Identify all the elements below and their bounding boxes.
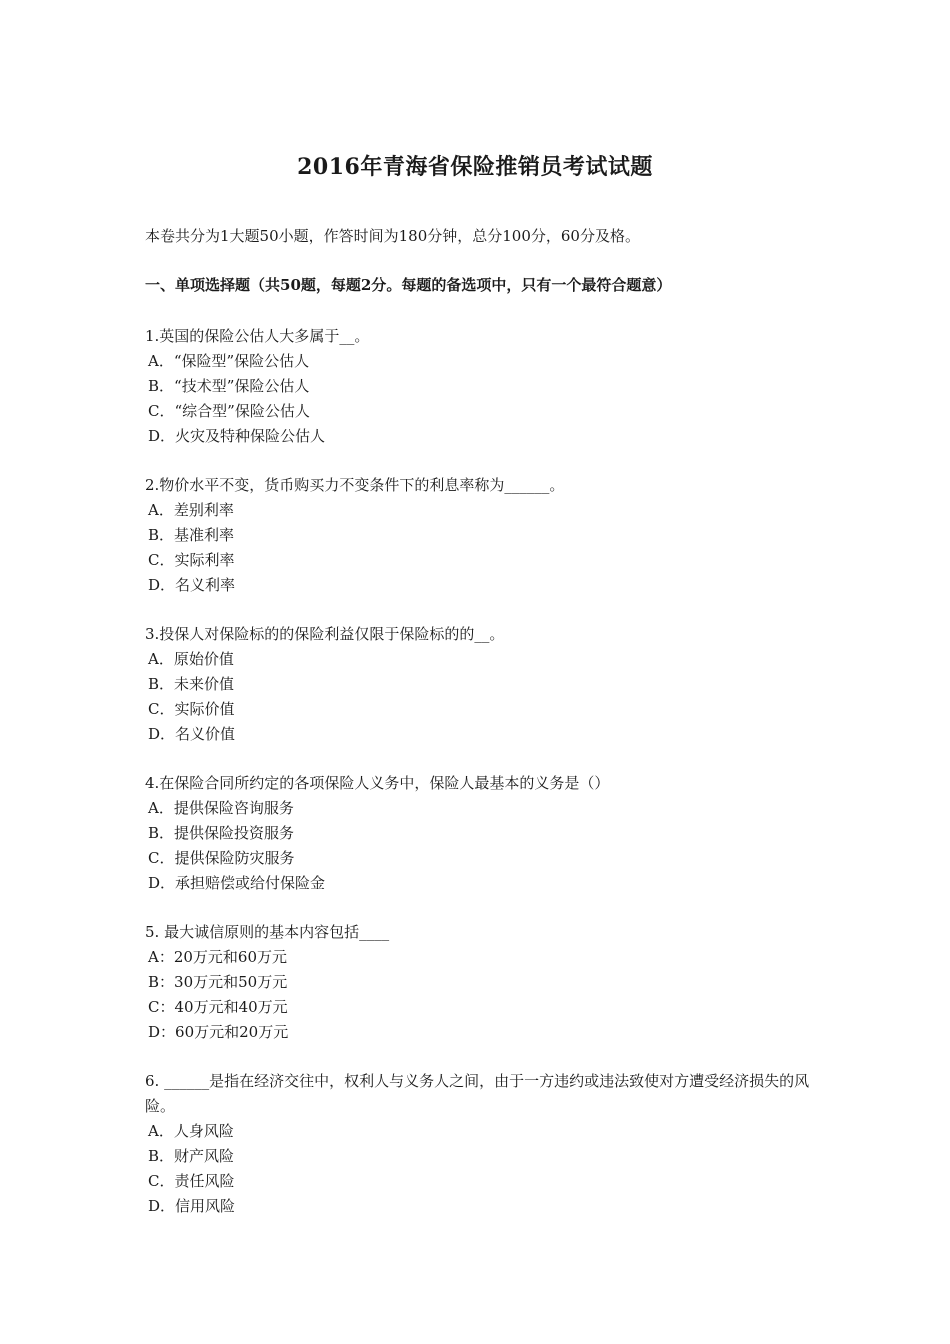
- option-a: A．提供保险咨询服务: [148, 799, 294, 817]
- question-6: [145, 1069, 810, 1219]
- option-a: A．原始价值: [148, 650, 234, 668]
- option-d: D：60万元和20万元: [148, 1023, 289, 1041]
- option-list: [145, 796, 810, 896]
- option-list: [145, 1119, 810, 1219]
- question-stem: 5. 最大诚信原则的基本内容包括____: [145, 923, 390, 941]
- question-1: [145, 324, 810, 449]
- question-stem: 6. ______是指在经济交往中，权利人与义务人之间，由于一方违约或违法致使对方遭受经济损失的风险。: [145, 1072, 810, 1115]
- option-a: A．“保险型”保险公估人: [148, 352, 310, 370]
- option-list: [145, 498, 810, 598]
- option-c: C．责任风险: [148, 1172, 235, 1190]
- option-list: [145, 647, 810, 747]
- option-b: B．提供保险投资服务: [148, 824, 295, 842]
- option-a: A．人身风险: [148, 1122, 234, 1140]
- option-d: D．名义价值: [148, 725, 236, 743]
- option-d: D．火灾及特种保险公估人: [148, 427, 326, 445]
- option-c: C．实际价值: [148, 700, 235, 718]
- question-stem: 2.物价水平不变，货币购买力不变条件下的利息率称为______。: [145, 476, 565, 494]
- question-stem: 3.投保人对保险标的的保险利益仅限于保险标的的__。: [145, 625, 505, 643]
- option-a: A：20万元和60万元: [148, 948, 288, 966]
- option-list: [145, 349, 810, 449]
- question-4: [145, 771, 810, 896]
- question-stem: 1.英国的保险公估人大多属于__。: [145, 327, 370, 345]
- document-title: 2016年青海省保险推销员考试试题: [297, 154, 653, 180]
- option-list: [145, 945, 810, 1045]
- option-b: B．“技术型”保险公估人: [148, 377, 310, 395]
- option-c: C：40万元和40万元: [148, 998, 288, 1016]
- option-d: D．信用风险: [148, 1197, 236, 1215]
- option-b: B．未来价值: [148, 675, 235, 693]
- question-5: [145, 920, 810, 1045]
- option-c: C．提供保险防灾服务: [148, 849, 295, 867]
- option-c: C．实际利率: [148, 551, 235, 569]
- option-a: A．差别利率: [148, 501, 234, 519]
- question-3: [145, 622, 810, 747]
- option-d: D．承担赔偿或给付保险金: [148, 874, 326, 892]
- section-heading: 一、单项选择题（共50题，每题2分。每题的备选项中，只有一个最符合题意）: [145, 276, 672, 294]
- option-d: D．名义利率: [148, 576, 236, 594]
- option-c: C．“综合型”保险公估人: [148, 402, 310, 420]
- question-stem: 4.在保险合同所约定的各项保险人义务中，保险人最基本的义务是（）: [145, 774, 610, 792]
- option-b: B．基准利率: [148, 526, 235, 544]
- option-b: B．财产风险: [148, 1147, 235, 1165]
- option-b: B：30万元和50万元: [148, 973, 288, 991]
- exam-intro: 本卷共分为1大题50小题，作答时间为180分钟，总分100分，60分及格。: [145, 227, 640, 245]
- question-2: [145, 473, 810, 598]
